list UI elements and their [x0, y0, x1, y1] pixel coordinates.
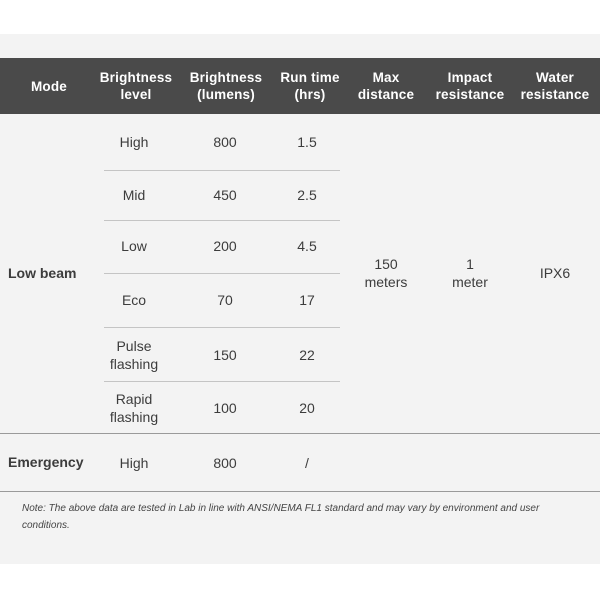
row-runtime: 1.5	[297, 134, 317, 150]
row-level: Pulse flashing	[109, 338, 159, 372]
water-resistance-value: IPX6	[539, 265, 571, 281]
row-divider	[104, 170, 340, 171]
emergency-runtime: /	[305, 455, 309, 471]
row-runtime: 22	[299, 347, 315, 363]
row-lumens: 100	[213, 400, 237, 416]
emergency-lumens: 800	[213, 455, 237, 471]
footnote: Note: The above data are tested in Lab in line with ANSI/NEMA FL1 standard and may vary by environment and user conditions.	[22, 503, 540, 531]
emergency-level: High	[119, 455, 149, 471]
row-lumens: 200	[213, 238, 237, 254]
row-divider	[104, 220, 340, 221]
mode-emergency: Emergency	[8, 454, 84, 470]
header-water-resistance: Water resistance	[520, 70, 590, 102]
header-brightness-level: Brightness level	[99, 70, 173, 102]
row-lumens: 150	[213, 347, 237, 363]
row-level: High	[119, 134, 149, 150]
row-divider	[104, 381, 340, 382]
impact-resistance-value: 1 meter	[452, 256, 488, 290]
mode-low-beam: Low beam	[8, 265, 77, 281]
row-runtime: 17	[299, 292, 315, 308]
row-runtime: 2.5	[297, 187, 317, 203]
row-lumens: 70	[217, 292, 233, 308]
max-distance-value: 150 meters	[364, 256, 408, 290]
header-run-time: Run time (hrs)	[280, 70, 340, 102]
section-divider	[0, 491, 600, 492]
header-impact-resistance: Impact resistance	[435, 70, 505, 102]
row-level: Rapid flashing	[109, 391, 159, 425]
header-max-distance: Max distance	[357, 70, 415, 102]
row-level: Mid	[122, 187, 146, 203]
row-divider	[104, 273, 340, 274]
header-brightness-lumens: Brightness (lumens)	[189, 70, 263, 102]
row-runtime: 4.5	[297, 238, 317, 254]
row-runtime: 20	[299, 400, 315, 416]
row-level: Low	[121, 238, 147, 254]
row-level: Eco	[121, 292, 147, 308]
row-lumens: 800	[213, 134, 237, 150]
row-divider	[104, 327, 340, 328]
row-lumens: 450	[213, 187, 237, 203]
header-mode: Mode	[30, 78, 68, 94]
